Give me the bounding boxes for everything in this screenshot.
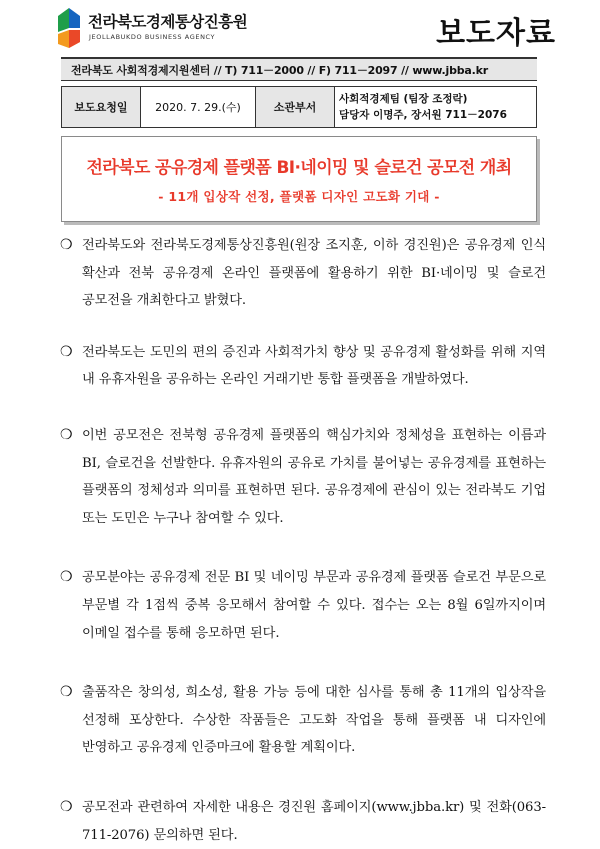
article-paragraph [60,679,546,762]
jbba-logo-icon [56,6,82,50]
hollow-circle-bullet-icon: ❍ [60,798,73,815]
department-label: 소관부서 [256,87,335,128]
headline-title: 전라북도 공유경제 플랫폼 BI·네이밍 및 슬로건 공모전 개최 [86,158,512,178]
article-paragraph [60,564,546,647]
headline-subtitle: - 11개 입상작 선정, 플랫폼 디자인 고도화 기대 - [158,189,440,204]
paragraph-text: 전라북도와 전라북도경제통상진흥원(원장 조지훈, 이하 경진원)은 공유경제 인식 확산과 전북 공유경제 온라인 플랫폼에 활용하기 위한 BI·네이밍 및 슬로건 공모전을 개최한다고 밝혔다. [82,238,546,309]
article-paragraph [60,339,546,394]
article-body [60,232,546,849]
article-paragraph [60,422,546,532]
release-info-table [61,86,537,128]
paragraph-text: 공모전과 관련하여 자세한 내용은 경진원 홈페이지(www.jbba.kr) 및 전화(063-711-2076) 문의하면 된다. [82,799,546,843]
paragraph-text: 공모분야는 공유경제 전문 BI 및 네이밍 부문과 공유경제 플랫폼 슬로건 부문으로 부문별 각 1점씩 중복 응모해서 참여할 수 있다. 접수는 오는 8월 6일까지이며 이메일 접수를 통해 응모하면 된다. [82,570,546,641]
paragraph-text: 출품작은 창의성, 희소성, 활용 가능 등에 대한 심사를 통해 총 11개의 입상작을 선정해 포상한다. 수상한 작품들은 고도화 작업을 통해 플랫폼 내 디자인에 반영하고 공유경제 인증마크에 활용할 계획이다. [82,685,546,756]
hollow-circle-bullet-icon: ❍ [60,684,73,701]
organization-name: 전라북도경제통상진흥원 [88,13,248,31]
hollow-circle-bullet-icon: ❍ [60,237,73,253]
hollow-circle-bullet-icon: ❍ [60,569,73,586]
document-type-heading: 보도자료 [436,16,556,51]
release-date-label: 보도요청일 [62,87,141,128]
article-paragraph [60,794,546,849]
department-value [335,87,537,128]
paragraph-text: 이번 공모전은 전북형 공유경제 플랫폼의 핵심가치와 정체성을 표현하는 이름과 BI, 슬로건을 선발한다. 유휴자원의 공유로 가치를 불어넣는 공유경제를 표현하는 플랫폼의 정체성과 의미를 표현하면 된다. 공유경제에 관심이 있는 전라북도 기업 또는 도민은 누구나 참여할 수 있다. [82,427,546,526]
release-date-value: 2020. 7. 29.(수) [141,87,256,128]
paragraph-text: 전라북도는 도민의 편의 증진과 사회적가치 향상 및 공유경제 활성화를 위해 지역 내 유휴자원을 공유하는 온라인 거래기반 통합 플랫폼을 개발하였다. [82,344,546,388]
article-paragraph [60,232,546,315]
hollow-circle-bullet-icon: ❍ [60,426,73,443]
department-contact: 담당자 이명주, 장서원 711－2076 [339,109,507,121]
organization-name-english: JEOLLABUKDO BUSINESS AGENCY [89,33,216,41]
hollow-circle-bullet-icon: ❍ [60,343,73,360]
contact-info-bar: 전라북도 사회적경제지원센터 // T) 711－2000 // F) 711－2097 // www.jbba.kr [61,57,537,81]
document-header [56,4,556,56]
department-team: 사회적경제팀 (팀장 조정락) [339,93,468,105]
headline-box [61,136,537,222]
